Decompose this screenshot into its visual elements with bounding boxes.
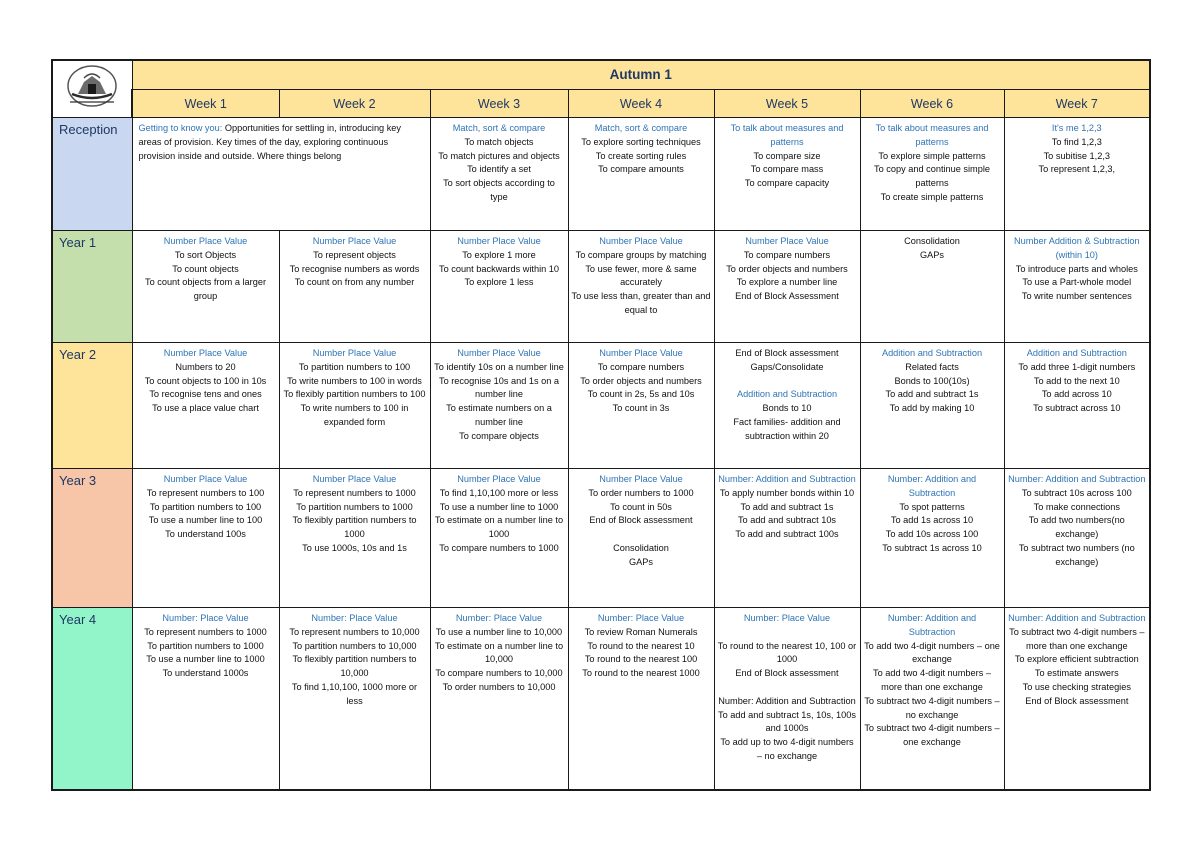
cell-line: To recognise numbers as words — [289, 263, 420, 274]
cell-line: To explore 1 more — [462, 249, 536, 260]
cell-line: To count in 50s — [610, 501, 672, 512]
cell-heading: Number Place Value — [163, 348, 248, 358]
cell-line: To subitise 1,2,3 — [1043, 150, 1110, 161]
cell-heading: Number Place Value — [599, 236, 683, 246]
cell-line: To round to the nearest 1000 — [582, 668, 700, 679]
cell-heading: Addition and Subtraction — [881, 348, 983, 358]
cell-line: To recognise tens and ones — [149, 389, 262, 400]
cell-line: To add two 4-digit numbers – more than one exchange — [873, 668, 991, 692]
cell-heading: Getting to know you: — [138, 123, 223, 133]
row-label-year-4: Year 4 — [52, 608, 132, 790]
cell-line: To flexibly partition numbers to 100 — [283, 389, 426, 400]
school-logo-icon — [62, 64, 122, 110]
year4-week-2 — [279, 608, 430, 790]
cell-line: GAPs — [920, 249, 944, 260]
cell-line: To understand 100s — [165, 529, 246, 540]
reception-week-3 — [430, 118, 568, 231]
cell-line: To explore simple patterns — [878, 150, 986, 161]
cell-line: To find 1,10,100, 1000 more or less — [291, 681, 418, 706]
cell-line: To represent numbers to 1000 — [144, 626, 267, 637]
cell-line: Bonds to 100(10s) — [894, 375, 970, 386]
cell-line: To partition numbers to 100 — [149, 501, 262, 512]
cell-line: To subtract 10s across 100 — [1021, 487, 1132, 498]
cell-heading: Number: Addition and Subtraction — [887, 474, 977, 498]
cell-heading: Number: Place Value — [743, 613, 831, 623]
cell-line: To find 1,10,100 more or less — [439, 487, 559, 498]
year4-week-1 — [132, 608, 279, 790]
week-header: Week 6 — [860, 90, 1004, 118]
year2-week-7 — [1004, 343, 1150, 469]
cell-line: To add 10s across 100 — [885, 529, 979, 540]
year1-week-1 — [132, 231, 279, 343]
year1-week-7 — [1004, 231, 1150, 343]
cell-line: To add up to two 4-digit numbers – no exchange — [720, 737, 854, 761]
cell-line: To create simple patterns — [880, 191, 984, 202]
row-label-year-1: Year 1 — [52, 231, 132, 343]
cell-heading: Number Place Value — [312, 348, 397, 358]
cell-line: To spot patterns — [899, 501, 965, 512]
cell-line: To add and subtract 1s, 10s, 100s and 1000s — [718, 709, 856, 734]
cell-line: To subtract two 4-digit numbers – no exchange — [864, 695, 1000, 720]
cell-line: To compare numbers to 10,000 — [435, 668, 563, 679]
cell-line: To round to the nearest 100 — [584, 654, 698, 665]
week-header: Week 2 — [279, 90, 430, 118]
cell-heading: Number: Place Value — [597, 613, 685, 623]
cell-line: To partition numbers to 1000 — [147, 640, 264, 651]
cell-line: To write numbers to 100 in expanded form — [300, 403, 409, 427]
reception-week-1-2 — [132, 118, 430, 231]
row-label-year-3: Year 3 — [52, 469, 132, 608]
row-label-year-2: Year 2 — [52, 343, 132, 469]
cell-line: To order objects and numbers — [726, 263, 848, 274]
cell-line: To count objects to 100 in 10s — [144, 375, 267, 386]
reception-week-4 — [568, 118, 714, 231]
cell-line: To subtract two 4-digit numbers – one exchange — [864, 723, 1000, 748]
cell-line: To add and subtract 100s — [735, 529, 839, 540]
cell-line: To add across 10 — [1041, 389, 1112, 400]
cell-line: To use a number line to 100 — [148, 515, 263, 526]
cell-line: To represent numbers to 100 — [146, 487, 265, 498]
cell-line: To introduce parts and wholes — [1015, 263, 1138, 274]
cell-line: Numbers to 20 — [175, 361, 236, 372]
year2-week-3 — [430, 343, 568, 469]
cell-heading: Number Place Value — [163, 474, 248, 484]
cell-line: To compare numbers to 1000 — [439, 542, 559, 553]
week-header: Week 7 — [1004, 90, 1150, 118]
cell-line: Gaps/Consolidate — [750, 361, 824, 372]
cell-heading: Number Place Value — [312, 236, 397, 246]
week-header: Week 5 — [714, 90, 860, 118]
cell-heading: Number: Addition and Subtraction — [1008, 613, 1146, 623]
cell-line: To create sorting rules — [595, 150, 687, 161]
cell-line: Number: Addition and Subtraction — [718, 695, 856, 706]
cell-line: To partition numbers to 100 — [298, 361, 411, 372]
cell-heading: To talk about measures and patterns — [875, 123, 989, 147]
cell-line: To write numbers to 100 in words — [287, 375, 422, 386]
cell-line: To match pictures and objects — [438, 150, 560, 161]
cell-line: To flexibly partition numbers to 1000 — [292, 515, 417, 540]
cell-line: To explore sorting techniques — [581, 136, 701, 147]
cell-line: To sort Objects — [174, 249, 237, 260]
cell-heading: Number: Addition and Subtraction — [887, 613, 977, 637]
planning-table — [51, 59, 1151, 791]
cell-line: To order numbers to 10,000 — [442, 681, 556, 692]
cell-line: To add three 1-digit numbers — [1018, 361, 1136, 372]
cell-line: To add two 4-digit numbers – one exchange — [864, 640, 1000, 665]
cell-heading: Number Place Value — [599, 348, 683, 358]
cell-line: To estimate on a number line to 1000 — [434, 515, 564, 540]
cell-line: To review Roman Numerals — [584, 626, 698, 637]
cell-line: To add 1s across 10 — [890, 515, 974, 526]
cell-line: To use a number line to 1000 — [146, 654, 265, 665]
year4-week-6 — [860, 608, 1004, 790]
cell-heading: Number: Place Value — [455, 613, 543, 623]
cell-line: To order objects and numbers — [580, 375, 702, 386]
year3-week-7 — [1004, 469, 1150, 608]
year2-week-2 — [279, 343, 430, 469]
cell-heading: Number Place Value — [599, 474, 683, 484]
cell-line: End of Block assessment — [735, 348, 839, 358]
cell-line: To copy and continue simple patterns — [874, 164, 990, 189]
cell-heading: Addition and Subtraction — [1026, 348, 1127, 358]
reception-week-6 — [860, 118, 1004, 231]
cell-line: To count objects — [172, 263, 239, 274]
cell-text: Opportunities for settling in, introducing key areas of provision. Key times of the day, exploring continuous provision inside and outside. Where things belong — [138, 123, 402, 161]
cell-line: Bonds to 10 — [762, 403, 812, 414]
cell-line: Fact families- addition and subtraction within 20 — [733, 416, 841, 441]
week-header: Week 4 — [568, 90, 714, 118]
year3-week-2 — [279, 469, 430, 608]
cell-heading: To talk about measures and patterns — [730, 123, 844, 147]
year4-week-7 — [1004, 608, 1150, 790]
week-header: Week 1 — [132, 90, 279, 118]
year4-week-5 — [714, 608, 860, 790]
cell-line: To subtract two numbers (no exchange) — [1018, 542, 1135, 567]
year2-week-6 — [860, 343, 1004, 469]
cell-line: To add to the next 10 — [1033, 375, 1120, 386]
cell-line: To apply number bonds within 10 — [719, 487, 855, 498]
cell-line: To represent numbers to 1000 — [293, 487, 416, 498]
cell-line: To use a place value chart — [152, 403, 259, 414]
cell-line: To count backwards within 10 — [438, 263, 559, 274]
year2-week-5 — [714, 343, 860, 469]
year4-week-3 — [430, 608, 568, 790]
cell-line: To compare numbers — [743, 249, 831, 260]
year1-week-4 — [568, 231, 714, 343]
reception-week-5 — [714, 118, 860, 231]
year3-week-3 — [430, 469, 568, 608]
cell-line: To add and subtract 10s — [737, 515, 837, 526]
cell-line: To identify a set — [467, 164, 531, 175]
cell-heading: It's me 1,2,3 — [1051, 123, 1102, 133]
cell-line: To compare amounts — [598, 164, 684, 175]
cell-line: To use less than, greater than and equal to — [571, 291, 711, 315]
cell-heading: Number Place Value — [457, 348, 541, 358]
cell-line: To add by making 10 — [889, 403, 975, 414]
cell-line: To flexibly partition numbers to 10,000 — [292, 654, 417, 679]
cell-line: To compare size — [753, 150, 821, 161]
cell-line: To identify 10s on a number line — [434, 361, 564, 372]
cell-line: To use a number line to 1000 — [439, 501, 559, 512]
cell-line: To sort objects according to type — [443, 178, 555, 202]
cell-line: To represent numbers to 10,000 — [289, 626, 420, 637]
cell-heading: Number Place Value — [163, 236, 248, 246]
cell-line: To count on from any number — [294, 277, 415, 288]
cell-heading: Number Addition & Subtraction (within 10) — [1013, 236, 1140, 260]
cell-line: To use checking strategies — [1022, 681, 1131, 692]
cell-line: End of Block Assessment — [735, 291, 839, 302]
cell-line: To partition numbers to 10,000 — [292, 640, 417, 651]
year1-week-5 — [714, 231, 860, 343]
cell-heading: Number Place Value — [745, 236, 829, 246]
year1-week-2 — [279, 231, 430, 343]
cell-line: To represent objects — [313, 249, 396, 260]
cell-heading: Addition and Subtraction — [736, 389, 838, 400]
cell-heading: Match, sort & compare — [452, 123, 546, 133]
cell-line: GAPs — [629, 556, 653, 567]
cell-line: End of Block assessment — [1025, 695, 1129, 706]
cell-line: Consolidation — [613, 542, 669, 553]
cell-line: To compare objects — [459, 430, 539, 441]
cell-line: To count in 2s, 5s and 10s — [587, 389, 695, 400]
cell-line: To understand 1000s — [162, 668, 249, 679]
cell-line: To match objects — [464, 136, 534, 147]
term-title: Autumn 1 — [609, 67, 672, 82]
term-title-cell — [132, 60, 1150, 90]
cell-line: To round to the nearest 10, 100 or 1000 — [717, 640, 857, 665]
cell-line: To compare groups by matching — [575, 249, 707, 260]
cell-heading: Number Place Value — [457, 236, 541, 246]
cell-line: To use a number line to 10,000 — [435, 626, 563, 637]
year2-week-1 — [132, 343, 279, 469]
cell-heading: Number: Place Value — [311, 613, 398, 623]
reception-week-7 — [1004, 118, 1150, 231]
year3-week-4 — [568, 469, 714, 608]
year2-week-4 — [568, 343, 714, 469]
cell-line: To estimate answers — [1034, 668, 1119, 679]
cell-line: To subtract two 4-digit numbers – more than one exchange — [1009, 626, 1145, 651]
cell-line: To estimate on a number line to 10,000 — [434, 640, 564, 665]
cell-heading: Number Place Value — [312, 474, 397, 484]
year4-week-4 — [568, 608, 714, 790]
cell-line: To add and subtract 1s — [885, 389, 979, 400]
cell-line: To represent 1,2,3, — [1038, 164, 1116, 175]
cell-line: Consolidation — [904, 236, 960, 246]
cell-line: To estimate numbers on a number line — [446, 403, 552, 427]
cell-line: To explore 1 less — [464, 277, 534, 288]
cell-line: End of Block assessment — [589, 515, 693, 526]
cell-line: To compare mass — [750, 164, 824, 175]
year3-week-1 — [132, 469, 279, 608]
cell-line: To recognise 10s and 1s on a number line — [438, 375, 560, 400]
cell-line: End of Block assessment — [735, 668, 839, 679]
cell-line: To count objects from a larger group — [144, 277, 267, 302]
cell-line: To make connections — [1033, 501, 1120, 512]
cell-line: To partition numbers to 1000 — [296, 501, 413, 512]
year3-week-6 — [860, 469, 1004, 608]
row-label-reception: Reception — [52, 118, 132, 231]
cell-line: To subtract 1s across 10 — [882, 542, 982, 553]
cell-line: To use a Part-whole model — [1022, 277, 1132, 288]
cell-heading: Number: Addition and Subtraction — [1008, 474, 1146, 484]
cell-line: To explore efficient subtraction — [1014, 654, 1139, 665]
cell-heading: Number Place Value — [457, 474, 541, 484]
cell-line: To subtract across 10 — [1033, 403, 1121, 414]
week-header: Week 3 — [430, 90, 568, 118]
cell-line: To round to the nearest 10 — [587, 640, 695, 651]
cell-line: To write number sentences — [1021, 291, 1132, 302]
cell-line: To compare capacity — [744, 178, 830, 189]
cell-line: To add two numbers(no exchange) — [1028, 515, 1125, 540]
school-logo-cell — [52, 60, 132, 118]
cell-heading: Number: Addition and Subtraction — [718, 474, 856, 484]
year1-week-3 — [430, 231, 568, 343]
cell-line: To use fewer, more & same accurately — [585, 263, 697, 288]
cell-line: To order numbers to 1000 — [588, 487, 694, 498]
cell-line: To find 1,2,3 — [1051, 136, 1102, 147]
year1-week-6 — [860, 231, 1004, 343]
cell-heading: Match, sort & compare — [594, 123, 688, 133]
cell-line: To add and subtract 1s — [740, 501, 834, 512]
cell-line: To compare numbers — [597, 361, 685, 372]
cell-line: Related facts — [905, 361, 959, 372]
cell-heading: Number: Place Value — [162, 613, 249, 623]
cell-line: To use 1000s, 10s and 1s — [302, 542, 407, 553]
cell-line: To count in 3s — [612, 403, 670, 414]
year3-week-5 — [714, 469, 860, 608]
cell-line: To explore a number line — [736, 277, 838, 288]
